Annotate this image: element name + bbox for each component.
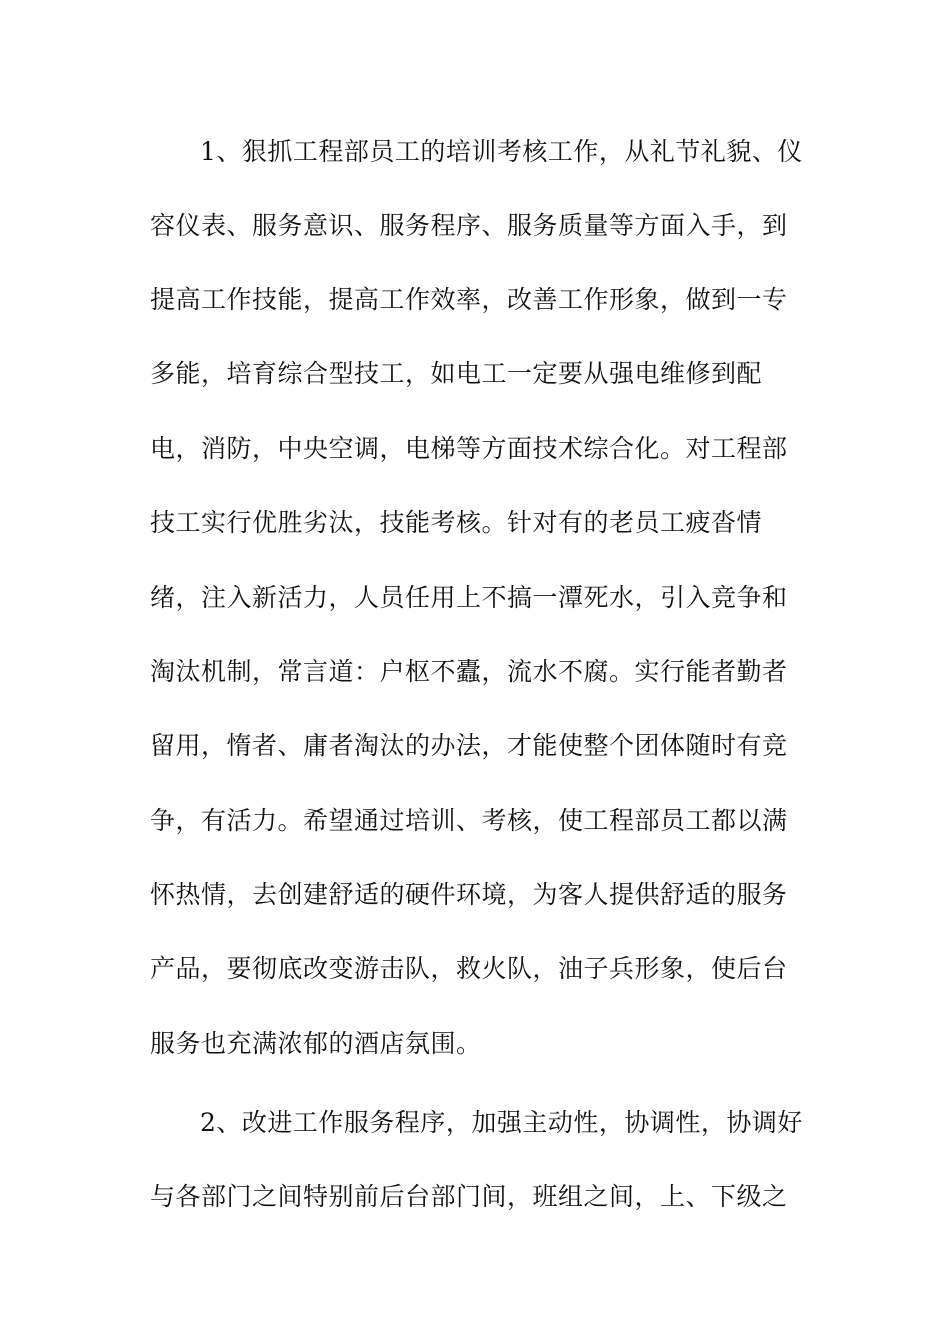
paragraph-1-line-7: 绪，注入新活力，人员任用上不搞一潭死水，引入竞争和 — [150, 583, 788, 612]
paragraph-1-line-13: 服务也充满浓郁的酒店氛围。 — [150, 1029, 482, 1058]
paragraph-1-line-8: 淘汰机制，常言道：户枢不蠹，流水不腐。实行能者勤者 — [150, 657, 788, 686]
paragraph-1-line-1: 1、狠抓工程部员工的培训考核工作，从礼节礼貌、仪 — [200, 137, 803, 166]
paragraph-1-line-5: 电，消防，中央空调，电梯等方面技术综合化。对工程部 — [150, 434, 788, 463]
paragraph-1-line-4: 多能，培育综合型技工，如电工一定要从强电维修到配 — [150, 359, 763, 388]
paragraph-1-line-6: 技工实行优胜劣汰，技能考核。针对有的老员工疲沓情 — [150, 508, 763, 537]
paragraph-1-line-9: 留用，惰者、庸者淘汰的办法，才能使整个团体随时有竞 — [150, 731, 788, 760]
paragraph-1-line-12: 产品，要彻底改变游击队，救火队，油子兵形象，使后台 — [150, 954, 788, 983]
paragraph-2-line-1: 2、改进工作服务程序，加强主动性，协调性，协调好 — [200, 1108, 803, 1137]
paragraph-1-line-11: 怀热情，去创建舒适的硬件环境，为客人提供舒适的服务 — [150, 880, 788, 909]
paragraph-2-line-2: 与各部门之间特别前后台部门间，班组之间，上、下级之 — [150, 1182, 788, 1211]
paragraph-1-line-10: 争，有活力。希望通过培训、考核，使工程部员工都以满 — [150, 806, 788, 835]
paragraph-1-line-2: 容仪表、服务意识、服务程序、服务质量等方面入手，到 — [150, 211, 788, 240]
paragraph-1-line-3: 提高工作技能，提高工作效率，改善工作形象，做到一专 — [150, 285, 788, 314]
